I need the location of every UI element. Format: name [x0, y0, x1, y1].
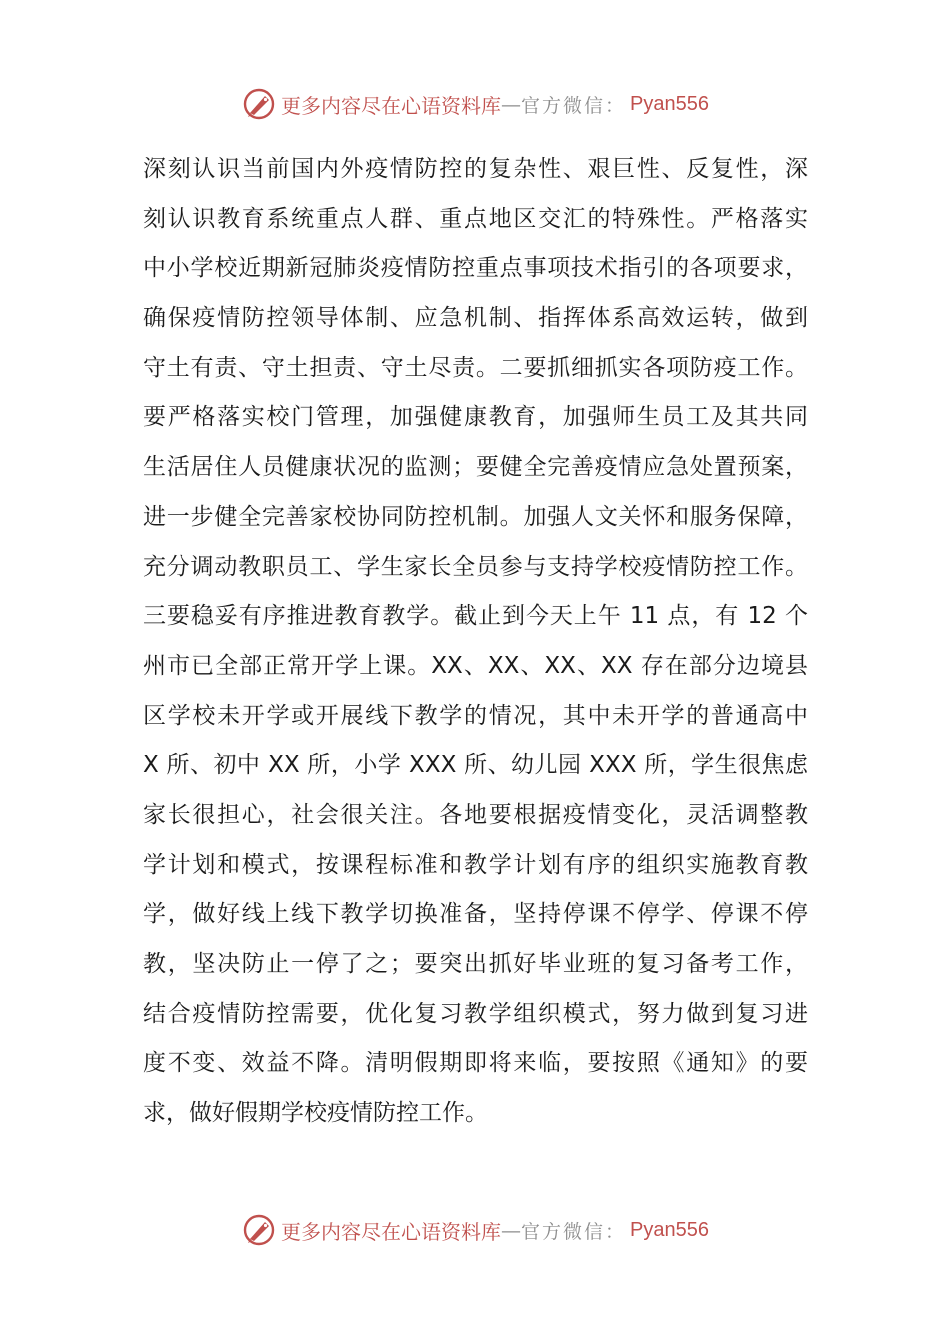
body-line: 州市已全部正常开学上课。XX、XX、XX、XX 存在部分边境县 — [143, 652, 808, 679]
body-line: 进一步健全完善家校协同防控机制。加强人文关怀和服务保障， — [143, 503, 808, 530]
banner-wechat-id: Pyan556 — [630, 1218, 709, 1241]
body-line: 要严格落实校门管理，加强健康教育，加强师生员工及其共同 — [143, 404, 808, 431]
body-line: 家长很担心，社会很关注。各地要根据疫情变化，灵活调整教 — [143, 801, 808, 828]
body-line: 确保疫情防控领导体制、应急机制、指挥体系高效运转，做到 — [143, 305, 808, 332]
footer-banner — [0, 1210, 950, 1250]
body-line: 学计划和模式，按课程标准和教学计划有序的组织实施教育教 — [143, 851, 808, 878]
body-line: 刻认识教育系统重点人群、重点地区交汇的特殊性。严格落实 — [143, 205, 808, 232]
body-line: 中小学校近期新冠肺炎疫情防控重点事项技术指引的各项要求， — [143, 255, 808, 282]
body-line: 深刻认识当前国内外疫情防控的复杂性、艰巨性、反复性，深 — [143, 156, 808, 182]
banner-dash: — — [501, 92, 521, 116]
banner-dash: — — [501, 1218, 521, 1242]
body-line: 求，做好假期学校疫情防控工作。 — [143, 1100, 488, 1127]
body-line: 守土有责、守土担责、守土尽责。二要抓细抓实各项防疫工作。 — [143, 354, 808, 381]
document-body — [143, 145, 808, 1139]
banner-wechat-id: Pyan556 — [630, 92, 709, 115]
pen-nib-logo-icon — [241, 1212, 277, 1248]
body-line: 生活居住人员健康状况的监测；要健全完善疫情应急处置预案， — [143, 454, 808, 481]
body-line: 结合疫情防控需要，优化复习教学组织模式，努力做到复习进 — [143, 1000, 808, 1027]
body-line: X 所、初中 XX 所，小学 XXX 所、幼儿园 XXX 所，学生很焦虑 — [143, 752, 808, 779]
banner-wechat-label: 官方微信： — [521, 1220, 627, 1243]
body-line: 学，做好线上线下教学切换准备，坚持停课不停学、停课不停 — [143, 901, 808, 928]
banner-main-text: 更多内容尽在心语资料库 — [281, 1219, 501, 1244]
body-line: 充分调动教职员工、学生家长全员参与支持学校疫情防控工作。 — [143, 553, 808, 580]
body-line: 三要稳妥有序推进教育教学。截止到今天上午 11 点，有 12 个 — [143, 603, 808, 630]
body-line: 教，坚决防止一停了之；要突出抓好毕业班的复习备考工作， — [143, 951, 808, 977]
body-line: 度不变、效益不降。清明假期即将来临，要按照《通知》的要 — [143, 1050, 808, 1077]
banner-wechat-label: 官方微信： — [521, 94, 627, 117]
banner-main-text: 更多内容尽在心语资料库 — [281, 93, 501, 118]
body-line: 区学校未开学或开展线下教学的情况，其中未开学的普通高中 — [143, 702, 808, 729]
pen-nib-logo-icon — [241, 86, 277, 122]
header-banner — [0, 84, 950, 124]
